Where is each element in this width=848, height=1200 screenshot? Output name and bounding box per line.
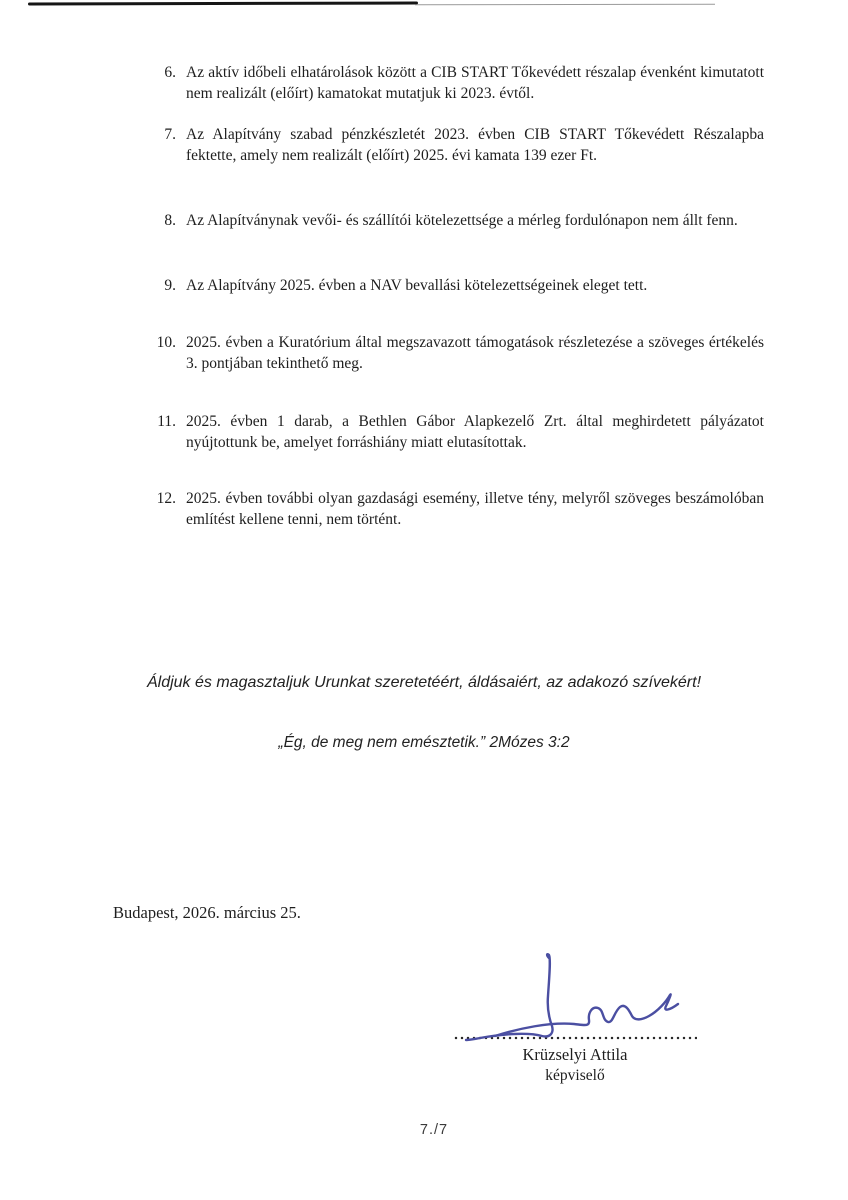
list-item <box>150 488 764 530</box>
dateline: Budapest, 2026. március 25. <box>113 903 301 922</box>
bible-verse-line: „Ég, de meg nem emésztetik.” 2Mózes 3:2 <box>278 734 570 751</box>
list-item <box>150 210 764 231</box>
list-item-text: 2025. évben a Kuratórium által megszavazott támogatások részletezése a szöveges értékelés 3. pontjában tekinthető meg. <box>186 334 764 372</box>
list-item-text: Az Alapítvány 2025. évben a NAV bevallási kötelezettségeinek eleget tett. <box>186 277 648 294</box>
list-item-number: 9. <box>164 277 176 294</box>
scan-artifact-line-faint <box>415 4 715 6</box>
list-item <box>150 411 764 453</box>
list-item-number: 6. <box>164 64 176 81</box>
list-item <box>150 124 764 166</box>
list-item-number: 11. <box>157 413 176 430</box>
list-item <box>150 332 764 374</box>
list-item-number: 7. <box>164 126 176 143</box>
list-item <box>150 62 764 104</box>
page-number: 7./7 <box>419 1122 449 1138</box>
blessing-line: Áldjuk és magasztaljuk Urunkat szeretetéért, áldásaiért, az adakozó szívekért! <box>146 674 702 691</box>
numbered-list <box>150 62 764 530</box>
list-item-number: 10. <box>156 334 176 351</box>
list-item-number: 8. <box>164 212 176 229</box>
handwritten-signature-icon <box>450 950 700 1042</box>
list-item <box>150 275 764 296</box>
signatory-name: Krüzselyi Attila <box>522 1045 628 1064</box>
list-item-text: Az aktív időbeli elhatárolások között a CIB START Tőkevédett részalap évenként kimutatott nem realizált (előírt) kamatokat mutatjuk ki 2023. évtől. <box>186 64 764 102</box>
list-item-text: 2025. évben 1 darab, a Bethlen Gábor Alapkezelő Zrt. által meghirdetett pályázatot nyújtottunk be, amelyet forráshiány miatt elutasítottak. <box>186 413 764 451</box>
scan-artifact-line <box>28 1 418 5</box>
signature-block <box>440 950 710 1085</box>
signatory-title: képviselő <box>545 1067 605 1084</box>
list-item-text: Az Alapítványnak vevői- és szállítói kötelezettsége a mérleg fordulónapon nem állt fenn. <box>186 212 738 229</box>
list-item-number: 12. <box>156 490 176 507</box>
list-item-text: 2025. évben további olyan gazdasági esemény, illetve tény, melyről szöveges beszámolóban említést kellene tenni, nem történt. <box>186 490 764 528</box>
list-item-text: Az Alapítvány szabad pénzkészletét 2023. évben CIB START Tőkevédett Részalapba fektette, amely nem realizált (előírt) 2025. évi kamata 139 ezer Ft. <box>186 126 764 164</box>
